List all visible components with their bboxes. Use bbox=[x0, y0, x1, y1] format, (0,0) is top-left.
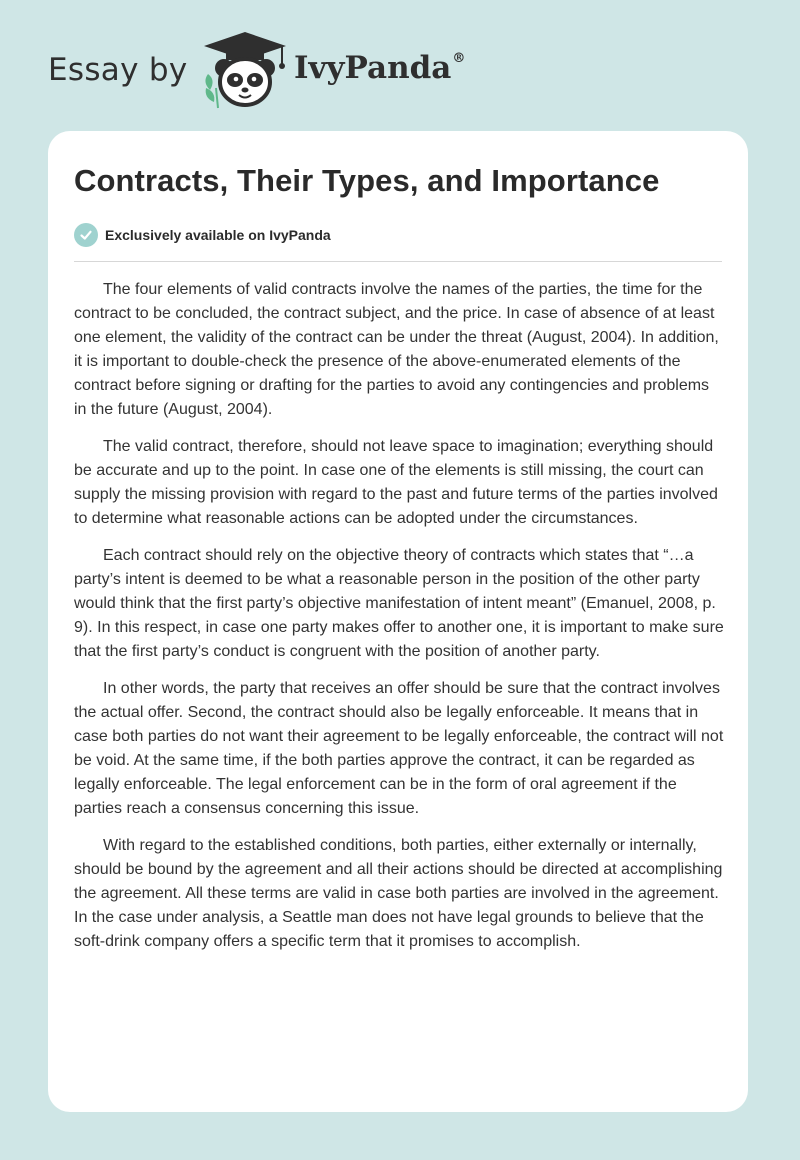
brand-name[interactable]: IvyPanda® bbox=[294, 50, 466, 86]
panda-graduate-logo-icon[interactable] bbox=[202, 30, 288, 110]
check-circle-icon bbox=[74, 223, 98, 247]
registered-mark: ® bbox=[452, 51, 466, 66]
paragraph: With regard to the established conditions, both parties, either externally or internally, should be bound by the agreement and all their actions should be directed at accomplishing the agreement. All these terms are valid in case both parties are involved in the agreement. In the case under analysis, a Seattle man does not have legal grounds to believe that the soft-drink company offers a specific term that it promises to accomplish. bbox=[74, 837, 723, 950]
essay-card bbox=[48, 131, 748, 1112]
essay-by-label: Essay by bbox=[48, 52, 188, 88]
site-header bbox=[48, 30, 748, 110]
paragraph: Each contract should rely on the objective theory of contracts which states that “…a party’s intent is deemed to be what a reasonable person in the position of the other party would think that the first party’s objective manifestation of intent meant” (Emanuel, 2008, p. 9). In this respect, in case one party makes offer to another one, it is important to make sure that the first party’s conduct is congruent with the position of another party. bbox=[74, 547, 724, 660]
paragraph: The valid contract, therefore, should not leave space to imagination; everything should be accurate and up to the point. In case one of the elements is still missing, the court can supply the missing provision with regard to the past and future terms of the parties involved to determine what reasonable actions can be adopted under the circumstances. bbox=[74, 438, 718, 527]
paragraph: The four elements of valid contracts involve the names of the parties, the time for the contract to be concluded, the contract subject, and the price. In case of absence of at least one element, the validity of the contract can be under the threat (August, 2004). In addition, it is important to double-check the presence of the above-enumerated elements of the contract before signing or drafting for the parties to avoid any contingencies and problems in the future (August, 2004). bbox=[74, 281, 719, 418]
exclusive-badge-text: Exclusively available on IvyPanda bbox=[105, 227, 331, 243]
essay-body bbox=[74, 278, 724, 967]
essay-title: Contracts, Their Types, and Importance bbox=[74, 163, 660, 198]
paragraph: In other words, the party that receives an offer should be sure that the contract involves the actual offer. Second, the contract should also be legally enforceable. It means that in case both parties do not want their agreement to be legally enforceable, the contract will not be void. At the same time, if the both parties approve the contract, it can be regarded as legally enforceable. The legal enforcement can be in the form of oral agreement if the parties reach a consensus concerning this issue. bbox=[74, 680, 724, 817]
title-divider bbox=[74, 261, 722, 262]
exclusive-badge bbox=[74, 222, 331, 248]
